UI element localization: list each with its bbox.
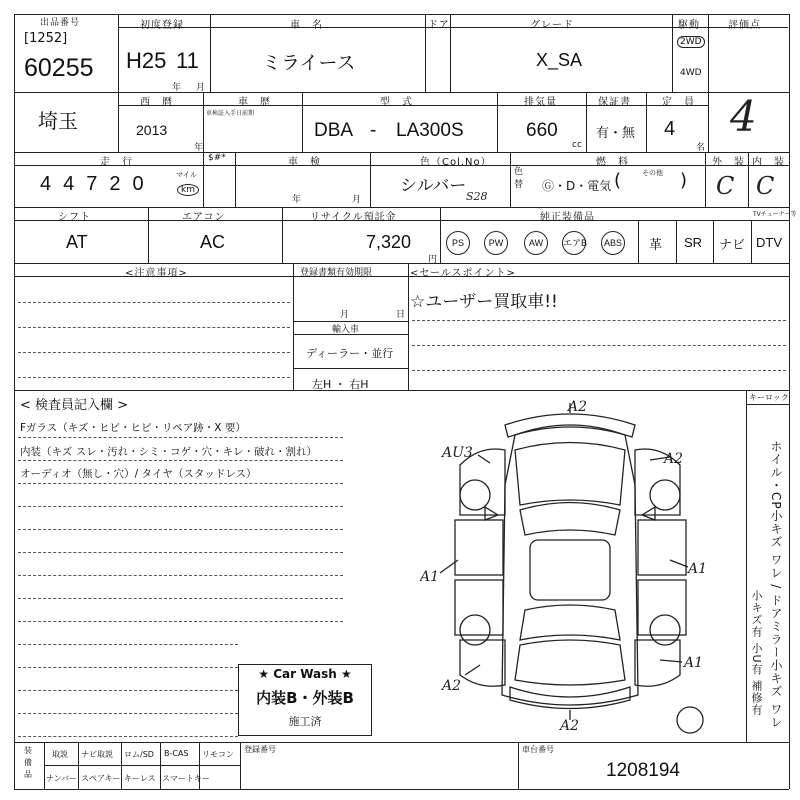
acc-remote: リモコン	[202, 750, 234, 759]
capacity-label: 定 員	[662, 97, 695, 108]
color-value: シルバー	[400, 176, 467, 196]
acc-bcas: B-CAS	[164, 749, 189, 758]
drive-4wd: 4WD	[680, 68, 702, 78]
warranty-label: 保証書	[598, 97, 631, 108]
acc-number-plate: ナンバー	[46, 774, 78, 783]
acc-smart-key: スマートキー	[162, 774, 210, 783]
color-change-label: 色替	[514, 167, 524, 190]
fuel-paren-open: (	[614, 170, 622, 191]
shift-label: シフト	[58, 212, 91, 223]
fuel-paren-close: )	[680, 170, 688, 191]
acc-rom-sd: ロム/SD	[124, 750, 154, 759]
reg-doc-label: 登録書類有効期限	[300, 268, 373, 278]
side-note-2: 小キズ有 小U有 補修有	[750, 590, 763, 717]
first-reg-month: 11	[176, 48, 199, 73]
interior-label: 内 装	[752, 157, 785, 168]
car-wash-title: ★ Car Wash ★	[258, 667, 352, 681]
color-code: S28	[466, 190, 488, 203]
color-label: 色（Col.No）	[420, 157, 492, 168]
fuel-label: 燃 料	[596, 157, 629, 168]
model-code: LA300S	[396, 120, 464, 141]
equip-airbag: エアB	[562, 231, 586, 255]
score-label: 評価点	[728, 20, 761, 31]
equip-dtv: DTV	[756, 235, 782, 250]
chassis-label: 車台番号	[522, 745, 554, 754]
exterior-label: 外 装	[712, 157, 745, 168]
capacity-unit: 名	[696, 143, 706, 153]
model-prefix: DBA	[314, 120, 354, 141]
equip-pw: PW	[484, 231, 508, 255]
aircon-value: AC	[200, 232, 226, 252]
car-wash-grades: 内装B・外装B	[256, 689, 354, 707]
warranty: 有・無	[596, 126, 636, 141]
equipment-label: 純正装備品	[540, 212, 595, 223]
car-diagram	[420, 395, 740, 740]
km-unit: km	[177, 184, 199, 196]
door-label: ドア	[428, 20, 450, 31]
first-reg-year: H25	[126, 48, 167, 73]
grade-value: X_SA	[536, 50, 583, 70]
mark-rear: A2	[560, 718, 580, 734]
car-wash-stamp	[238, 664, 372, 736]
equip-ps: PS	[446, 231, 470, 255]
mileage-label: 走 行	[100, 157, 133, 168]
lot-number: 60255	[24, 54, 94, 82]
inspector-line-1: Fガラス（キズ・ヒビ・ヒビ・リペア跡・X 要）	[20, 422, 246, 434]
year-unit: 年	[172, 83, 182, 93]
western-year: 2013	[136, 122, 168, 138]
model-sep: -	[370, 120, 377, 141]
fuel-options: Ⓖ・D・電気	[542, 179, 612, 193]
model-name: ミライース	[262, 52, 356, 74]
score-value: 4	[730, 92, 757, 141]
caution-label: <注意事項>	[125, 268, 188, 279]
model-name-label: 車 名	[290, 20, 323, 31]
fuel-other: その他	[642, 169, 663, 177]
lot-tag: [1252]	[24, 31, 68, 46]
import-label: 輸入車	[332, 325, 360, 335]
reg-month: 月	[340, 310, 350, 320]
repaint-label: $#*	[208, 153, 226, 163]
capacity: 4	[664, 118, 676, 140]
grade-label: グレード	[530, 20, 574, 31]
reg-day: 日	[396, 310, 406, 320]
inspection-year-unit: 年	[292, 195, 302, 205]
drive-2wd: 2WD	[677, 36, 705, 48]
side-note-1: ホイル・CP小キズ ワレ / ドアミラー小キズ ワレ	[769, 440, 783, 729]
mark-front-left: AU3	[442, 445, 473, 461]
recycle-label: リサイクル預託金	[310, 212, 397, 223]
inspection-label: 車 検	[288, 157, 321, 168]
mile-unit: マイル	[176, 171, 197, 179]
year-unit-2: 年	[194, 143, 204, 153]
vehicle-history-note: 車検証入手日前期	[206, 110, 255, 117]
accessory-label: 装 備 品	[24, 746, 32, 779]
mark-left-door: A1	[420, 569, 440, 585]
interior-grade: C	[756, 172, 775, 200]
mark-front-right: A2	[664, 451, 684, 467]
sales-point-label: <セールスポイント>	[410, 268, 516, 279]
mark-rear-left: A2	[442, 678, 462, 694]
acc-navi-manual: ナビ取説	[81, 750, 113, 759]
western-year-label: 西 暦	[140, 97, 173, 108]
acc-keyless: キーレス	[124, 774, 156, 783]
mileage-value: 44720	[40, 173, 156, 195]
displacement-label: 排気量	[524, 97, 557, 108]
inspector-title: < 検査員記入欄 >	[20, 398, 129, 413]
mark-right-door: A1	[688, 561, 708, 577]
displacement: 660	[526, 120, 558, 141]
keylock-label: キーロック	[749, 393, 789, 402]
model-code-label: 型 式	[380, 97, 413, 108]
inspection-month-unit: 月	[352, 195, 362, 205]
vehicle-history-label: 車 歴	[238, 97, 271, 108]
yen-unit: 円	[428, 255, 438, 265]
auction-sheet: 出品番号 [1252] 60255 初度登録 H25 11 年 月 車 名 ミライース ドア グレード X_SA 駆動 2WD 4WD 評価点 4 埼玉 西 暦 2013 年 車 歴 車検証入手日前期 型 式 DBA - LA300S 排気量 660 cc 保証書 有・無 定 員 4 名 走 行 44720 マイル km $#* 車 検 年 月 色（Col.No） シルバー S28 色替 燃 料 Ⓖ・D・電気 ( その他 ) 外 装 C 内 装 C シフト AT エアコン AC リサイクル預託金 7,320 円 純正装備品 TVチューナー等 PS PW AW エアB ABS 革 SR ナビ DTV <注意事項> 登録書類有効期限 月 日 輸入車 ディーラー・並行 左H ・ 右H <セールスポイント> ☆ユーザー買取車!! < 検査員記入欄 > Fガラス（キズ・ヒビ・ヒビ・リペア跡・X 要） 内装（キズ スレ・汚れ・シミ・コゲ・穴・キレ・破れ・割れ） オーディオ（無し・穴）/ タイヤ（スタッドレス） キーロック ホイル・CP小キズ ワレ / ドアミラー小キズ ワレ 小キズ有 小U有 補修有 A2 AU3 A2 A1 A1 A1 A2 A2 ★ Car Wash ★ 内装B・外装B 施工済 装 備 品 取説 ナビ取説 ロム/SD B-CAS リモコン ナンバー スペアキー キーレス スマートキー 登録番号 車台番号 1208194	[0, 0, 800, 800]
first-reg-label: 初度登録	[140, 20, 184, 31]
import-type: ディーラー・並行	[306, 347, 394, 360]
inspector-line-2: 内装（キズ スレ・汚れ・シミ・コゲ・穴・キレ・破れ・割れ）	[20, 446, 318, 458]
steering: 左H ・ 右H	[312, 378, 369, 391]
reg-number-label: 登録番号	[244, 745, 276, 754]
equip-leather: 革	[649, 238, 663, 253]
car-wash-status: 施工済	[288, 715, 322, 728]
sales-point: ☆ユーザー買取車!!	[410, 292, 558, 312]
equip-sr: SR	[684, 235, 703, 250]
cc-unit: cc	[572, 140, 582, 150]
equip-navi: ナビ	[719, 238, 746, 253]
inspector-line-3: オーディオ（無し・穴）/ タイヤ（スタッドレス）	[20, 468, 257, 480]
mark-front: A2	[568, 399, 588, 415]
month-unit: 月	[196, 83, 206, 93]
drive-label: 駆動	[678, 20, 700, 31]
aircon-label: エアコン	[182, 212, 226, 223]
exterior-grade: C	[716, 172, 735, 200]
recycle-fee: 7,320	[366, 232, 412, 252]
tuner-label: TVチューナー等	[753, 211, 797, 218]
acc-spare-key: スペアキー	[81, 774, 121, 783]
acc-manual: 取説	[52, 750, 68, 759]
shift-value: AT	[66, 232, 88, 252]
equip-abs: ABS	[601, 231, 625, 255]
chassis-number: 1208194	[606, 760, 680, 781]
equip-aw: AW	[524, 231, 548, 255]
mark-rear-right: A1	[684, 655, 704, 671]
region: 埼玉	[38, 109, 78, 133]
